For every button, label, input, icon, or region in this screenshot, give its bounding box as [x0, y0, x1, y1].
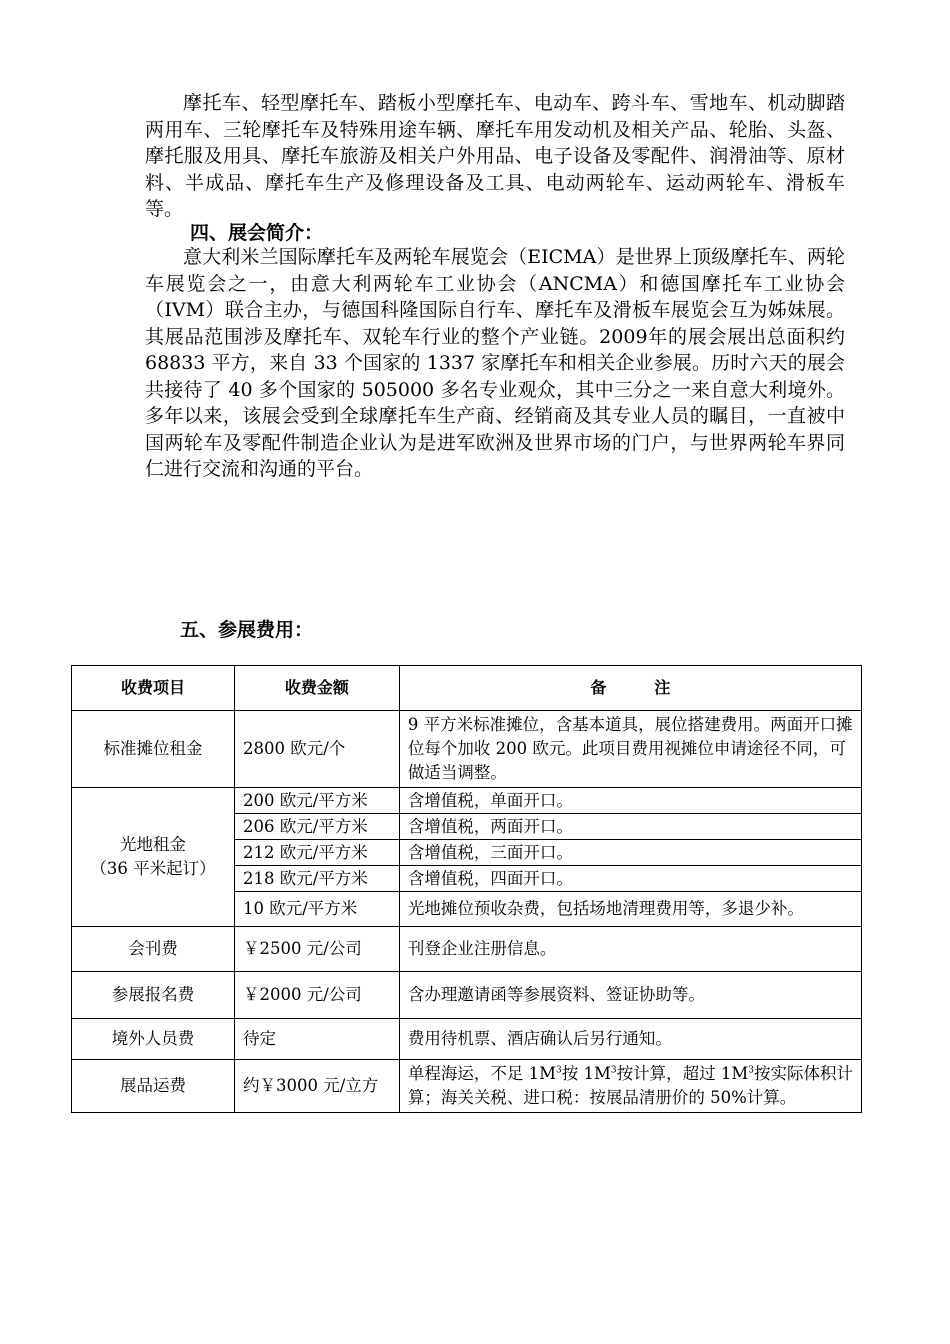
- registration-amount: ￥2000 元/公司: [234, 972, 399, 1019]
- table-row: [72, 972, 862, 1019]
- shipping-note-b: 按 1M: [561, 1064, 611, 1083]
- publication-amount: ￥2500 元/公司: [234, 927, 399, 972]
- ground-note: 含增值税，单面开口。: [399, 788, 861, 814]
- overseas-amount: 待定: [234, 1019, 399, 1060]
- table-row: [72, 711, 862, 788]
- overseas-item: 境外人员费: [72, 1019, 235, 1060]
- header-item: 收费项目: [72, 666, 235, 711]
- header-amount: 收费金额: [234, 666, 399, 711]
- ground-amount: 10 欧元/平方米: [234, 892, 399, 927]
- cube-superscript: 3: [556, 1065, 562, 1076]
- table-row: [72, 1060, 862, 1113]
- shipping-item: 展品运费: [72, 1060, 235, 1113]
- table-row: [72, 788, 862, 814]
- shipping-note-d: 按实际体积计: [754, 1064, 853, 1083]
- shipping-note-a: 单程海运，不足 1M: [407, 1064, 557, 1083]
- ground-amount: 200 欧元/平方米: [234, 788, 399, 814]
- ground-item: [72, 788, 235, 927]
- overseas-note: 费用待机票、酒店确认后另行通知。: [399, 1019, 861, 1060]
- registration-item: 参展报名费: [72, 972, 235, 1019]
- table-header-row: [72, 666, 862, 711]
- standard-note: 9 平方米标准摊位，含基本道具，展位搭建费用。两面开口摊位每个加收 200 欧元。此项目费用视摊位申请途径不同，可做适当调整。: [399, 711, 861, 788]
- ground-amount: 206 欧元/平方米: [234, 814, 399, 840]
- ground-note: 光地摊位预收杂费，包括场地清理费用等，多退少补。: [399, 892, 861, 927]
- shipping-note-line1: [408, 1062, 853, 1086]
- section4-text: 意大利米兰国际摩托车及两轮车展览会（EICMA）是世界上顶级摩托车、两轮车展览会之一，由意大利两轮车工业协会（ANCMA）和德国摩托车工业协会（IVM）联合主办，与德国科隆国际自行车、摩托车及滑板车展览会互为姊妹展。其展品范围涉及摩托车、双轮车行业的整个产业链。2009年的展会展出总面积约 68833 平方，来自 33 个国家的 1337 家摩托车和相关企业参展。历时六天的展会共接待了 40 多个国家的 505000 多名专业观众，其中三分之一来自意大利境外。多年以来，该展会受到全球摩托车生产商、经销商及其专业人员的瞩目，一直被中国两轮车及零配件制造企业认为是进军欧洲及世界市场的门户，与世界两轮车界同仁进行交流和沟通的平台。: [145, 246, 845, 480]
- table-row: [72, 927, 862, 972]
- ground-amount: 218 欧元/平方米: [234, 866, 399, 892]
- cube-superscript: 3: [610, 1065, 617, 1076]
- standard-amount: 2800 欧元/个: [234, 711, 399, 788]
- shipping-note-c: 按计算，超过 1M: [616, 1064, 749, 1083]
- ground-amount: 212 欧元/平方米: [234, 840, 399, 866]
- standard-item: 标准摊位租金: [72, 711, 235, 788]
- section5-heading: 五、参展费用：: [180, 619, 314, 641]
- section4-heading: 四、展会简介：: [190, 222, 324, 244]
- ground-note: 含增值税，三面开口。: [399, 840, 861, 866]
- registration-note: 含办理邀请函等参展资料、签证协助等。: [399, 972, 861, 1019]
- cube-superscript: 3: [748, 1065, 754, 1076]
- publication-item: 会刊费: [72, 927, 235, 972]
- shipping-amount: 约￥3000 元/立方: [234, 1060, 399, 1113]
- header-note: 备 注: [399, 666, 861, 711]
- ground-item-line2: （36 平米起订）: [90, 859, 216, 878]
- publication-note: 刊登企业注册信息。: [399, 927, 861, 972]
- ground-item-line1: 光地租金: [119, 835, 186, 854]
- ground-note: 含增值税，四面开口。: [399, 866, 861, 892]
- ground-note: 含增值税，两面开口。: [399, 814, 861, 840]
- shipping-note-line2: 算；海关关税、进口税：按展品清册价的 50%计算。: [407, 1088, 797, 1107]
- table-row: [72, 1019, 862, 1060]
- intro-paragraph: 摩托车、轻型摩托车、踏板小型摩托车、电动车、跨斗车、雪地车、机动脚踏两用车、三轮摩托车及特殊用途车辆、摩托车用发动机及相关产品、轮胎、头盔、摩托服及用具、摩托车旅游及相关户外用品、电子设备及零配件、润滑油等、原材料、半成品、摩托车生产及修理设备及工具、电动两轮车、运动两轮车、滑板车等。: [145, 92, 845, 220]
- fee-table: [71, 665, 862, 1113]
- shipping-note: [399, 1060, 861, 1113]
